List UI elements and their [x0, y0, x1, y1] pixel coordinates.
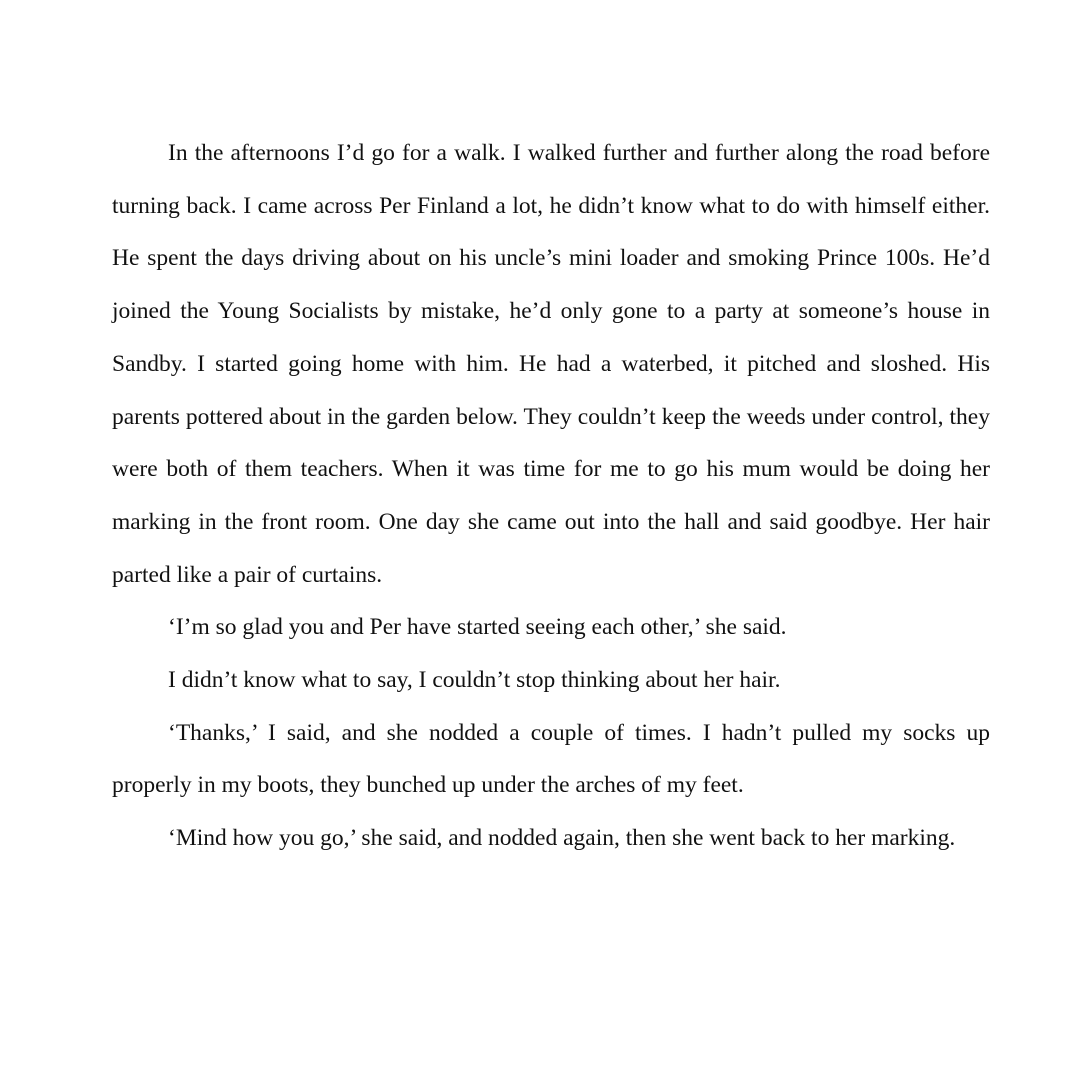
- paragraph: ‘Mind how you go,’ she said, and nodded again, then she went back to her marking.: [168, 825, 956, 852]
- paragraph: ‘I’m so glad you and Per have started seeing each other,’ she said.: [168, 614, 787, 641]
- document-page: [112, 127, 990, 865]
- paragraph: In the afternoons I’d go for a walk. I walked further and further along the road before turning back. I came across Per Finland a lot, he didn’t know what to do with himself either. He spent the days driving about on his uncle’s mini loader and smoking Prince 100s. He’d joined the Young Socialists by mistake, he’d only gone to a party at someone’s house in Sandby. I started going home with him. He had a waterbed, it pitched and sloshed. His parents pottered about in the garden below. They couldn’t keep the weeds under control, they were both of them teachers. When it was time for me to go his mum would be doing her marking in the front room. One day she came out into the hall and said goodbye. Her hair parted like a pair of curtains.: [112, 140, 990, 588]
- paragraph: ‘Thanks,’ I said, and she nodded a couple of times. I hadn’t pulled my socks up properly in my boots, they bunched up under the arches of my feet.: [112, 719, 990, 799]
- paragraph: I didn’t know what to say, I couldn’t stop thinking about her hair.: [168, 667, 781, 694]
